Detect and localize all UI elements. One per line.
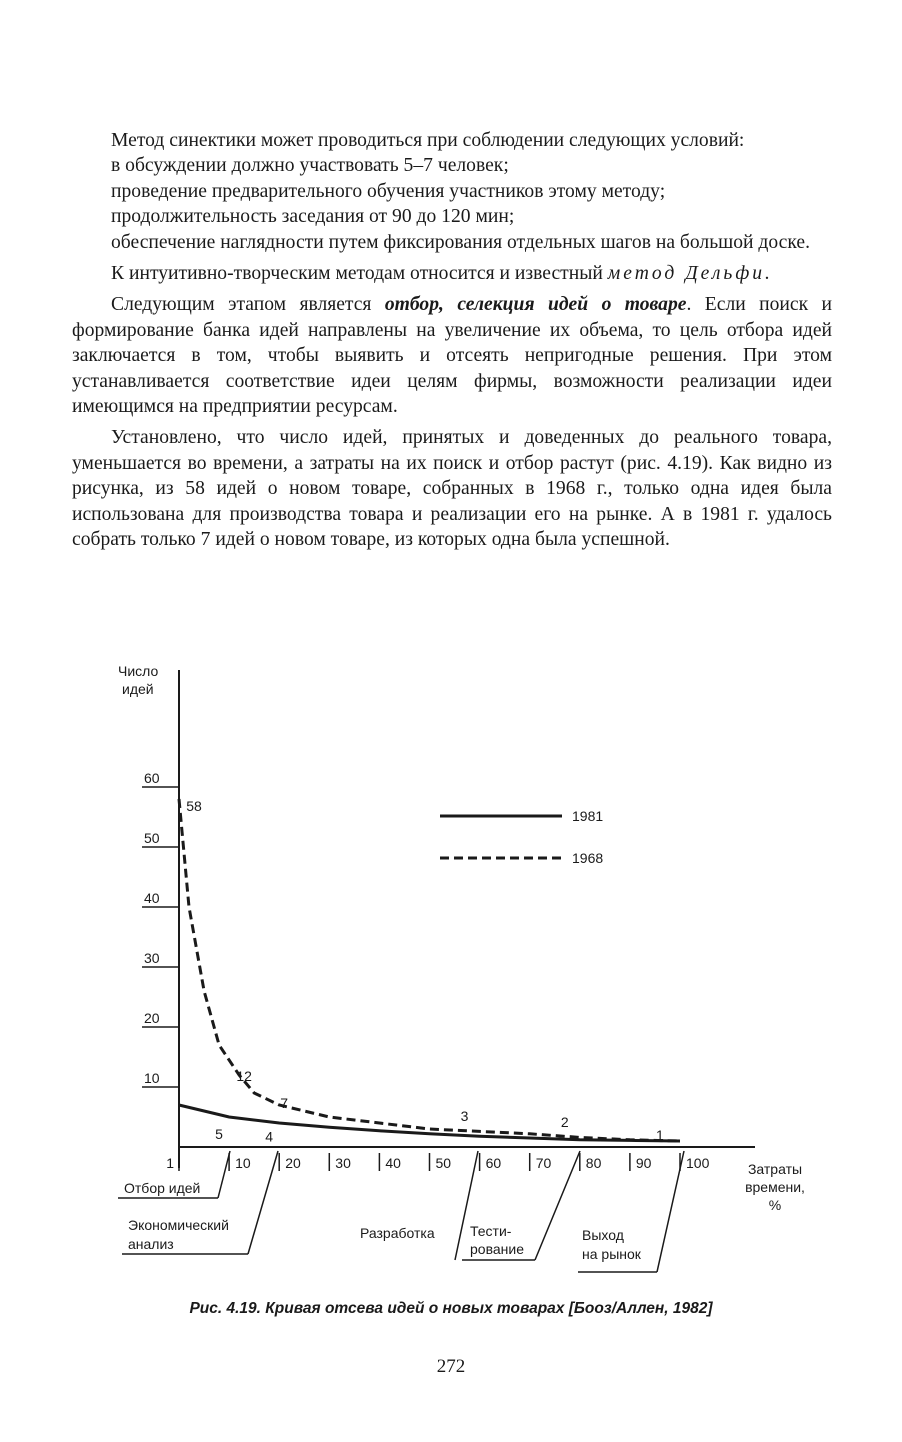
figure-caption: Рис. 4.19. Кривая отсева идей о новых товарах [Бооз/Аллен, 1982]	[189, 1300, 713, 1317]
data-label: 7	[280, 1095, 289, 1111]
y-tick-label: 10	[144, 1070, 160, 1086]
stage-label-idea-selection: Отбор идей	[124, 1180, 201, 1196]
y-axis-label: Число	[118, 663, 159, 679]
x-tick-label: 50	[435, 1155, 452, 1171]
series-line-1968	[179, 799, 680, 1141]
x-tick-label: 100	[686, 1155, 710, 1171]
x-axis-label: %	[768, 1197, 782, 1213]
x-axis-label: времени,	[745, 1179, 805, 1195]
data-label: 4	[265, 1128, 274, 1145]
paragraph	[72, 261, 832, 286]
paragraph-text: Следующим этапом является	[111, 294, 385, 316]
paragraph: продолжительность заседания от 90 до 120 мин;	[111, 206, 515, 228]
x-tick-label: 30	[335, 1155, 351, 1171]
stage-label-market-launch: на рынок	[582, 1246, 641, 1262]
paragraph: Установлено, что число идей, принятых и доведенных до реального товара, уменьшается во времени, а затраты на их поиск и отбор растут (рис. 4.19). Как видно из рисунка, из 58 идей о новом товаре, собранных в 1968 г., только одна идея была использована для производства товара и реализации его на рынке. А в 1981 г. удалось собрать только 7 идей о новом товаре, из которых одна была успешной.	[72, 427, 832, 551]
data-label: 3	[460, 1108, 469, 1125]
legend-label: 1968	[572, 850, 604, 866]
data-label: 58	[186, 798, 202, 814]
y-tick-label: 40	[144, 890, 160, 906]
y-tick-label: 20	[144, 1010, 160, 1026]
y-tick-label: 30	[144, 950, 160, 966]
stage-label-testing: Тести-	[470, 1223, 512, 1239]
emphasis-term: отбор, селекция идей о товаре	[384, 294, 687, 316]
paragraph: проведение предварительного обучения участников этому методу;	[111, 180, 666, 202]
stage-label-economic-analysis: анализ	[128, 1236, 174, 1252]
stage-label-development: Разработка	[360, 1225, 435, 1241]
stage-bracket	[248, 1151, 278, 1254]
x-tick-label: 10	[235, 1155, 251, 1171]
paragraph: в обсуждении должно участвовать 5–7 человек;	[111, 155, 509, 177]
data-label: 5	[215, 1126, 223, 1143]
data-label: 1	[656, 1126, 664, 1143]
method-delphi-term: метод Дельфи.	[607, 263, 773, 285]
y-tick-label: 50	[144, 830, 160, 846]
legend-label: 1981	[572, 808, 604, 824]
y-tick-label: 60	[144, 770, 160, 786]
y-axis-label: идей	[122, 681, 154, 697]
paragraph: Метод синектики может проводиться при соблюдении следующих условий:	[111, 130, 745, 151]
stage-label-economic-analysis: Экономический	[128, 1217, 229, 1233]
x-tick-label: 40	[385, 1155, 401, 1171]
paragraph	[72, 292, 832, 419]
paragraph: обеспечение наглядности путем фиксирования отдельных шагов на большой доске.	[111, 231, 810, 253]
stage-label-testing: рование	[470, 1241, 524, 1257]
x-tick-label: 80	[585, 1155, 602, 1171]
x-tick-label: 20	[285, 1155, 301, 1171]
x-tick-label: 90	[635, 1155, 652, 1171]
stage-bracket	[218, 1151, 230, 1198]
idea-decay-chart	[0, 640, 902, 1290]
body-text	[72, 128, 832, 553]
paragraph-text: . Если поиск и формирование банка идей направлены на увеличение их объема, то цель отбора идей заключается в том, чтобы выявить и отсеять непригодные решения. При этом устанавливается соответствие идеи целям фирмы, возможности реализации идеи имеющимся на предприятии ресурсам.	[72, 294, 832, 418]
data-label: 2	[560, 1114, 569, 1131]
series-line-1981	[179, 1105, 680, 1141]
data-label: 12	[236, 1068, 252, 1084]
stage-label-market-launch: Выход	[582, 1227, 624, 1243]
x-tick-label: 60	[485, 1155, 502, 1171]
x-axis-label: Затраты	[747, 1161, 803, 1177]
x-tick-label: 1	[166, 1155, 174, 1171]
paragraph-text: К интуитивно-творческим методам относится и известный	[111, 263, 608, 285]
x-tick-label: 70	[535, 1155, 552, 1171]
stage-bracket	[657, 1151, 684, 1272]
page-number: 272	[436, 1356, 466, 1377]
